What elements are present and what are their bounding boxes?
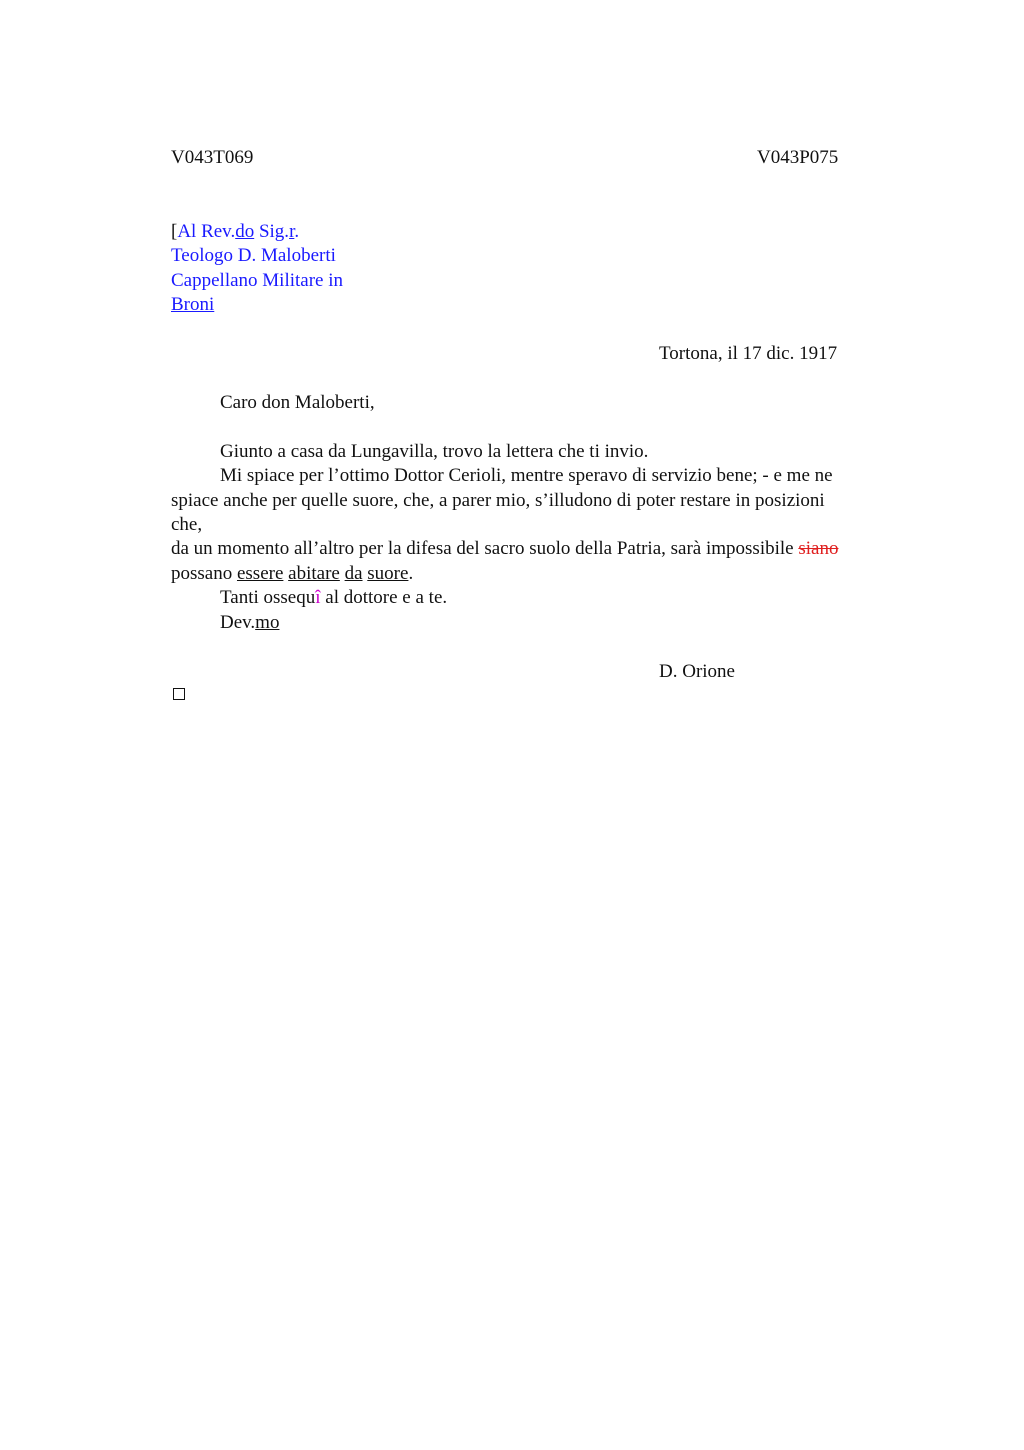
- address-line-2: Teologo D. Maloberti: [171, 245, 336, 266]
- end-box-icon: [173, 688, 185, 700]
- paragraph-2-line-1: Mi spiace per l’ottimo Dottor Cerioli, mentre speravo di servizio bene; - e me ne: [220, 465, 833, 486]
- paragraph-2-line-4-text: da un momento all’altro per la difesa del sacro suolo della Patria, sarà impossibile: [171, 538, 799, 559]
- address-sig: Sig.: [254, 221, 290, 242]
- address-line-4: Broni: [171, 294, 215, 315]
- address-al-rev: Al Rev.: [177, 221, 236, 242]
- closing-dev: Dev.: [220, 612, 256, 633]
- document-code-left: V043T069: [171, 147, 254, 168]
- underlined-word-essere: essere: [236, 563, 284, 584]
- closing-greeting-end: al dottore e a te.: [320, 587, 448, 608]
- closing-greeting: [220, 586, 447, 610]
- address-do-abbrev: do: [235, 221, 255, 242]
- closing-mo-abbrev: mo: [255, 612, 280, 633]
- signature: D. Orione: [659, 661, 735, 682]
- document-code-right: V043P075: [757, 147, 839, 168]
- address-line-1: [171, 220, 299, 244]
- underlined-word-abitare: abitare: [288, 563, 340, 584]
- closing-greeting-start: Tanti ossequ: [220, 587, 316, 608]
- underlined-word-suore: suore: [367, 563, 409, 584]
- closing-devmo: [220, 611, 279, 635]
- dateline: Tortona, il 17 dic. 1917: [659, 343, 838, 364]
- paragraph-2-line-5: [171, 562, 413, 586]
- salutation: Caro don Maloberti,: [220, 392, 375, 413]
- paragraph-2-line-5-start: possano: [171, 563, 237, 584]
- deleted-word-siano: siano: [798, 538, 839, 559]
- paragraph-1: Giunto a casa da Lungavilla, trovo la lettera che ti invio.: [220, 441, 649, 462]
- paragraph-2-line-2: spiace anche per quelle suore, che, a parer mio, s’illudono di poter restare in posizioni: [171, 490, 825, 511]
- paragraph-2-line-3: che,: [171, 514, 203, 535]
- paragraph-2-line-5-end: .: [408, 563, 414, 584]
- address-r-abbrev: r: [289, 221, 295, 242]
- underlined-word-da: da: [344, 563, 363, 584]
- address-line-3: Cappellano Militare in: [171, 270, 344, 291]
- address-period: .: [294, 221, 300, 242]
- paragraph-2-line-4: [171, 537, 838, 561]
- closing-greeting-marked-letter: î: [315, 587, 321, 608]
- address-open-bracket: [: [171, 221, 178, 242]
